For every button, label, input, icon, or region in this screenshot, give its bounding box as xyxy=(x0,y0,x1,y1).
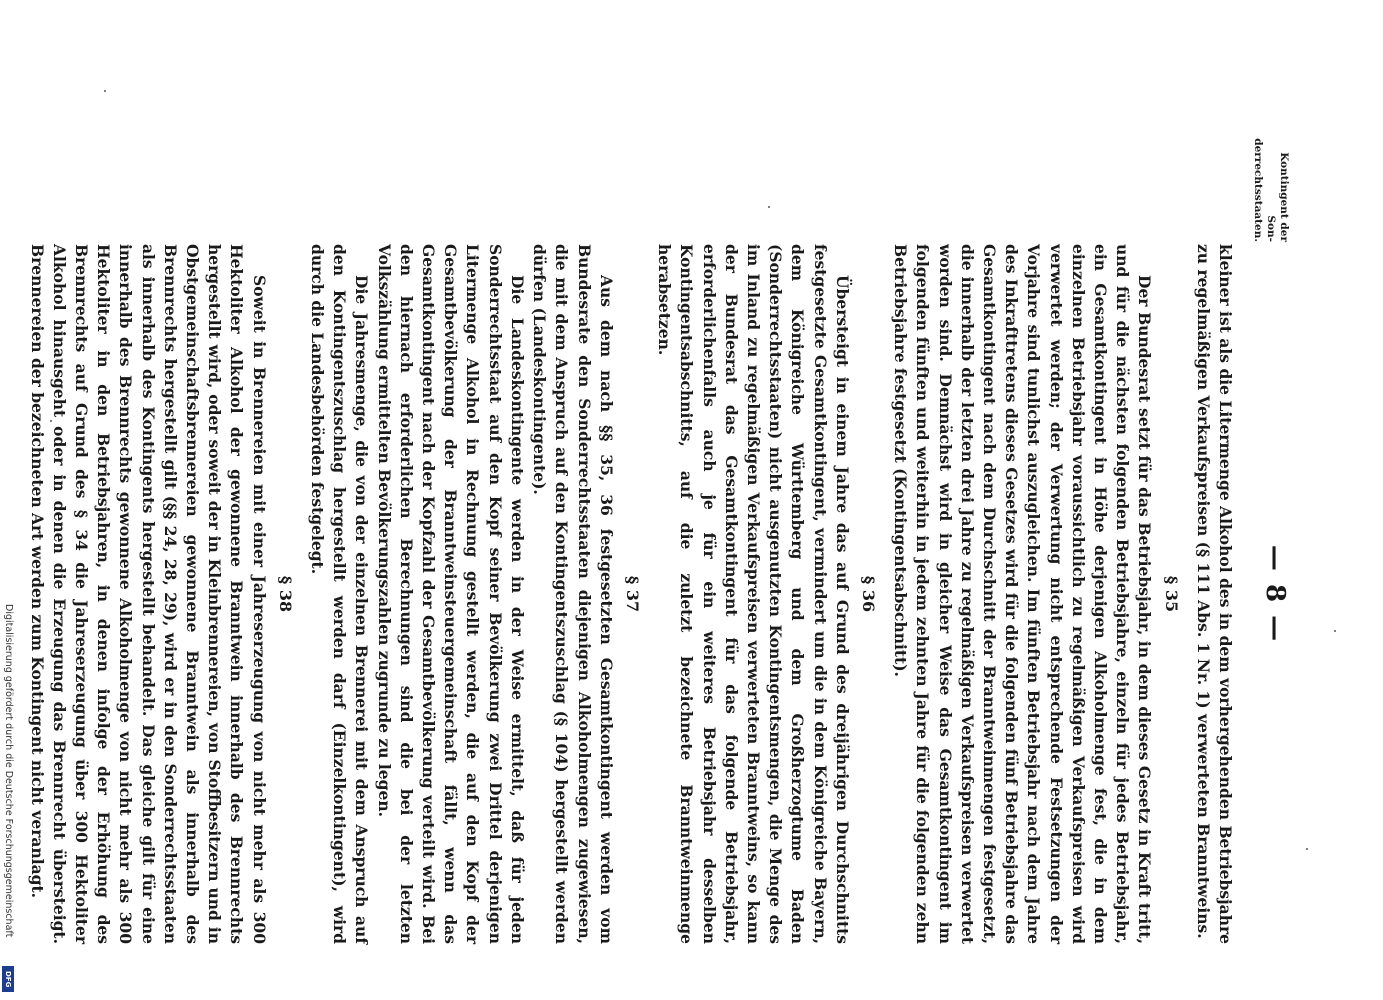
section-heading: § 35 xyxy=(1161,575,1181,613)
page-body xyxy=(25,244,1290,944)
section-heading: § 37 xyxy=(622,575,642,613)
section-heading: § 36 xyxy=(858,575,878,613)
margin-note: Kontingent der Son-derrechtsstaaten. xyxy=(1252,138,1290,242)
page-number: — 8 — xyxy=(1260,544,1290,644)
paragraph: Soweit in Brennereien mit einer Jahreserzeugung von nicht mehr als 300 Hektoliter Alkohol der gewonnene Branntwein innerhalb des Brennrechts hergestellt wird, oder soweit der in Kleinbrennereien, von Stoffbesitzern und in Obstgemeinschaftsbrennereien gewonnene Branntwein als innerhalb des Brennrechts hergestellt gilt (§§ 24, 28, 29), wird er in den Sonderrechtsstaaten als innerhalb des Kontingents hergestellt behandelt. Das gleiche gilt für eine innerhalb des Brennrechts gewonnene Alkoholmenge von nicht mehr als 300 Hektoliter in den Betriebsjahren, in denen infolge der Erhöhung des Brennrechts auf Grund des § 34 die Jahreserzeugung über 300 Hektoliter Alkohol hinausgeht oder in denen die Erzeugung das Brennrecht übersteigt. Brennereien der bezeichneten Art werden zum Kontingent nicht veranlagt. xyxy=(27,244,269,944)
scan-speck xyxy=(1334,630,1336,632)
section-38 xyxy=(25,244,295,944)
section-36 xyxy=(653,244,879,944)
dfg-logo: DFG xyxy=(2,966,14,992)
section-continuation xyxy=(1192,244,1236,944)
digitization-credit xyxy=(0,0,16,1000)
paragraph: Die Landeskontingente werden in der Weise ermittelt, daß für jeden Sonderrechtsstaat auf den Kopf seiner Bevölkerung zwei Drittel derjenigen Litermenge Alkohol in Rechnung gestellt werden, die auf den Kopf der Gesamtbevölkerung der Branntweinsteuergemeinschaft fällt, wenn das Gesamtkontingent nach der Kopfzahl der Gesamtbevölkerung verteilt wird. Bei den hiernach erforderlichen Berechnungen sind die bei der letzten Volkszählung ermittelten Bevölkerungszahlen zugrunde zu legen. xyxy=(374,244,527,944)
paragraph: Übersteigt in einem Jahre das auf Grund des dreijährigen Durchschnitts festgesetzte Gesamtkontingent, vermindert um die in dem Königreiche Bayern, dem Königreiche Württemberg und dem Großherzogtume Baden (Sonderrechtsstaaten) nicht ausgenutzten Kontingentsmengen, die Menge des im Inland zu regelmäßigen Verkaufspreisen verwerteten Branntweins, so kann der Bundesrat das Gesamtkontingent für das folgende Betriebsjahr, erforderlichenfalls auch je für ein weiteres Betriebsjahr desselben Kontingentsabschnitts, auf die zuletzt bezeichnete Branntweinmenge herabsetzen. xyxy=(655,244,852,944)
credit-text: Digitalisierung gefördert durch die Deutsche Forschungsgemeinschaft xyxy=(3,604,14,938)
document-page xyxy=(27,14,1290,964)
section-35 xyxy=(889,244,1182,944)
paragraph: Die Jahresmenge, die von der einzelnen Brennerei mit dem Anspruch auf den Kontingentszuschlag hergestellt werden darf (Einzelkontingent), wird durch die Landesbehörden festgelegt. xyxy=(308,244,372,944)
scan-speck xyxy=(1306,848,1308,850)
section-37 xyxy=(306,244,643,944)
paragraph: Der Bundesrat setzt für das Betriebsjahr, in dem dieses Gesetz in Kraft tritt, und für die nächsten folgenden Betriebsjahre, einzeln für jedes Betriebsjahr, ein Gesamtkontingent in Höhe derjenigen Alkoholmenge fest, die in dem einzelnen Betriebsjahr voraussichtlich zu regelmäßigen Verkaufspreisen wird verwertet werden; der Verwertung nicht entsprechende Festsetzungen der Vorjahre sind tunlichst auszugleichen. Im fünften Betriebsjahr nach dem Jahre des Inkrafttretens dieses Gesetzes wird für die folgenden fünf Betriebsjahre das Gesamtkontingent nach dem Durchschnitt der Branntweinmengen festgesetzt, die innerhalb der letzten drei Jahre zu regelmäßigen Verkaufspreisen verwertet worden sind. Demnächst wird in gleicher Weise das Gesamtkontingent im folgenden fünften und weiterhin in jedem zehnten Jahre für die folgenden zehn Betriebsjahre festgesetzt (Kontingentsabschnitt). xyxy=(891,244,1155,944)
paragraph: Aus dem nach §§ 35, 36 festgesetzten Gesamtkontingent werden vom Bundesrate den Sonderrechtsstaaten diejenigen Alkoholmengen zugewiesen, die mit dem Anspruch auf den Kontingentszuschlag (§ 104) hergestellt werden dürfen (Landeskontingente). xyxy=(530,244,616,944)
scan-speck xyxy=(104,90,106,92)
section-heading: § 38 xyxy=(275,575,295,613)
paragraph: kleiner ist als die Litermenge Alkohol des in dem vorhergehenden Betriebsjahre zu regelmäßigen Verkaufspreisen (§ 111 Abs. 1 Nr. 1) verwerteten Branntweins. xyxy=(1193,244,1235,944)
